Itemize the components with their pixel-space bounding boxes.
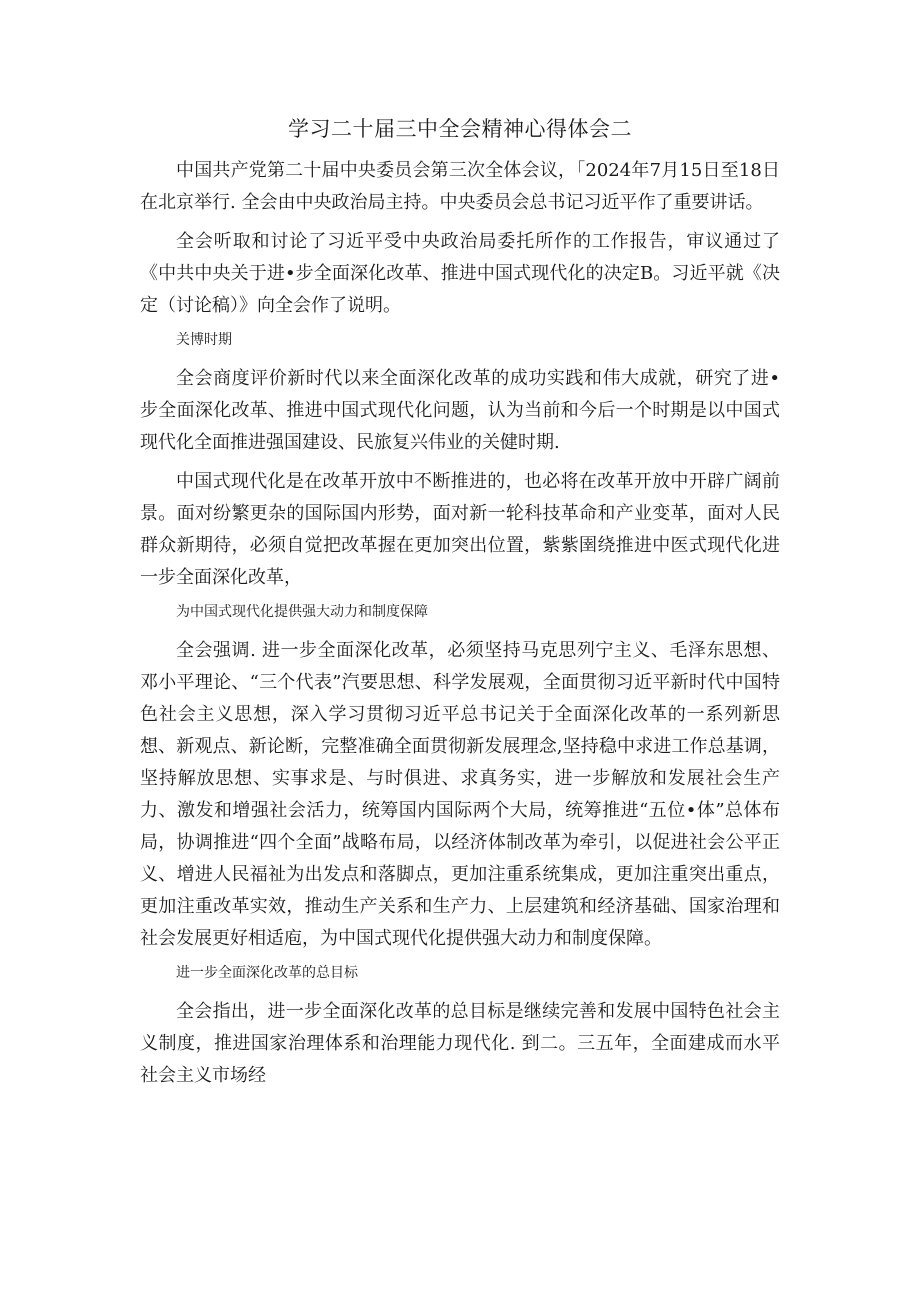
paragraph: 中国共产党第二十届中央委员会第三次全体会议，「2024年7月15日至18日在北京举行. 全会由中央政治局主持。中央委员会总书记习近平作了重要讲话。 xyxy=(140,160,780,213)
document-body xyxy=(140,155,780,1099)
section-heading: 进一步全面深化改革的总目标 xyxy=(176,965,358,981)
document-title: 学习二十届三中全会精神心得体会二 xyxy=(288,117,632,141)
paragraph: 全会商度评价新时代以来全面深化改革的成功实践和伟大成就，研究了进•步全面深化改革、推进中国式现代化问题，认为当前和今后一个时期是以中国式现代化全面推进强国建设、民旅复兴伟业的关健时期. xyxy=(140,368,780,453)
paragraph: 全会听取和讨论了习近平受中央政治局委托所作的工作报告，审议通过了《中共中央关于进•步全面深化改革、推进中国式现代化的决定B。习近平就《决定（讨论稿）》向全会作了说明。 xyxy=(140,231,780,316)
paragraph: 全会指出，进一步全面深化改革的总目标是继续完善和发展中国特色社会主义制度，推进国家治理体系和治理能力现代化. 到二。三五年，全面建成而水平社会主义市场经 xyxy=(140,1001,780,1086)
section-heading: 为中国式现代化提供强大动力和制度保障 xyxy=(176,604,428,620)
paragraph: 全会强调. 进一步全面深化改革，必须坚持马克思列宁主义、毛泽东思想、邓小平理论、“三个代表”汽要思想、科学发展观，全面贯彻习近平新时代中国特色社会主义思想，深入学习贯彻习近平总书记关于全面深化改革的一系列新思想、新观点、新论断，完整准确全面贯彻新发展理念,坚持稳中求进工作总基调，坚持解放思想、实事求是、与时俱进、求真务实，进一步解放和发展社会生产力、激发和增强社会活力，统筹国内国际两个大局，统筹推进“五位•体”总体布局，协调推进“四个全面”战略布局，以经济体制改革为牵引，以促进社会公平正义、增进人民福祉为出发点和落脚点，更加注重系统集成，更加注重突出重点，更加注重改革实效，推动生产关系和生产力、上层建筑和经济基础、国家治理和社会发展更好相适庖，为中国式现代化提供强大动力和制度保障。 xyxy=(140,640,780,949)
paragraph: 中国式现代化是在改革开放中不断推进的，也必将在改革开放中开辟广阔前景。面对纷繁更杂的国际国内形势，面对新一轮科技革命和产业变革，面对人民群众新期待，必须自觉把改革握在更加突出位置，紫紫圉绕推进中医式现代化进一步全面深化改革， xyxy=(140,471,780,588)
section-heading: 关博时期 xyxy=(176,332,232,348)
